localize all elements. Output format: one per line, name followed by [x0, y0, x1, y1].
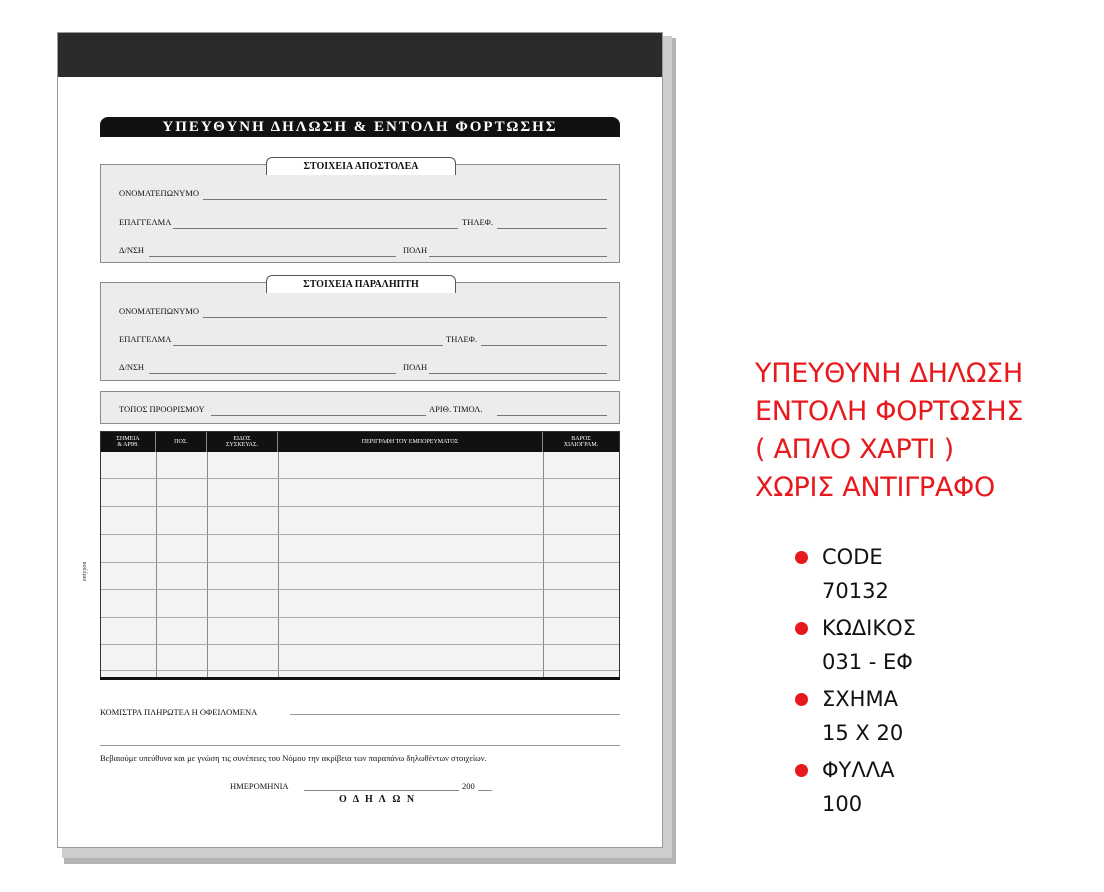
table-row[interactable] [101, 562, 619, 563]
recipient-phone-line[interactable] [481, 345, 607, 346]
recipient-address-line[interactable] [149, 373, 396, 374]
spec-value: 70132 [822, 579, 889, 603]
separator-line [100, 745, 620, 746]
table-row[interactable] [101, 589, 619, 590]
table-row[interactable] [101, 644, 619, 645]
product-specs [795, 540, 916, 824]
sender-heading: ΣΤΟΙΧΕΙΑ ΑΠΟΣΤΟΛΕΑ [266, 157, 456, 175]
sender-address-label: Δ/ΝΣΗ [119, 245, 145, 255]
spec-value: 100 [822, 792, 863, 816]
form-pad [57, 32, 663, 848]
year-line[interactable] [478, 790, 492, 791]
column-header-description: ΠΕΡΙΓΡΑΦΗ ΤΟΥ ΕΜΠΟΡΕΥΜΑΤΟΣ [278, 432, 543, 452]
bullet-icon [795, 551, 808, 564]
column-header-weight: ΒΑΡΟΣ ΧΙΛΙΟΓΡΑΜ. [563, 435, 599, 448]
product-title-line: ( ΑΠΛΟ ΧΑΡΤΙ ) [755, 434, 954, 465]
table-row[interactable] [101, 670, 619, 671]
recipient-phone-label: ΤΗΛΕΦ. [446, 334, 478, 344]
recipient-profession-line[interactable] [173, 345, 443, 346]
destination-invoice-label: ΑΡΙΘ. ΤΙΜΟΛ. [429, 404, 483, 414]
recipient-city-line[interactable] [429, 373, 607, 374]
sender-name-line[interactable] [203, 199, 607, 200]
spec-label: CODE [822, 545, 883, 569]
recipient-name-label: ΟΝΟΜΑΤΕΠΩΝΥΜΟ [119, 306, 199, 316]
bullet-icon [795, 693, 808, 706]
form-title: ΥΠΕΥΘΥΝΗ ΔΗΛΩΣΗ & ΕΝΤΟΛΗ ΦΟΡΤΩΣΗΣ [100, 117, 620, 137]
spec-label: ΦΥΛΛΑ [822, 758, 895, 782]
product-title-line: ΧΩΡΙΣ ΑΝΤΙΓΡΑΦΟ [755, 472, 995, 503]
product-title-line: ΕΝΤΟΛΗ ΦΟΡΤΩΣΗΣ [755, 396, 1024, 427]
destination-place-label: ΤΟΠΟΣ ΠΡΟΟΡΙΣΜΟΥ [119, 404, 205, 414]
recipient-address-label: Δ/ΝΣΗ [119, 362, 145, 372]
column-header-marks: ΣΗΜΕΙΑ & ΑΡΙΘ. [101, 432, 156, 452]
sender-name-label: ΟΝΟΜΑΤΕΠΩΝΥΜΟ [119, 188, 199, 198]
spec-value: 15 X 20 [822, 721, 904, 745]
brand-mark: entypon [82, 561, 88, 581]
bullet-icon [795, 622, 808, 635]
goods-table [100, 431, 620, 679]
recipient-profession-label: ΕΠΑΓΓΕΛΜΑ [119, 334, 172, 344]
sender-phone-label: ΤΗΛΕΦ. [462, 217, 494, 227]
sender-profession-line[interactable] [173, 228, 458, 229]
spec-size [795, 682, 916, 750]
year-prefix: 200 [462, 781, 475, 791]
spec-code [795, 540, 916, 608]
recipient-city-label: ΠΟΛΗ [403, 362, 428, 372]
goods-table-header [101, 432, 619, 452]
product-title [755, 355, 1023, 507]
spec-label: ΣΧΗΜΑ [822, 687, 898, 711]
sender-section [100, 161, 620, 263]
spec-sheets [795, 753, 916, 821]
declaration-text: Βεβαιούμε υπεύθυνα και με γνώση τις συνέπειες του Νόμου την ακρίβεια των παραπάνω δηλωθέντων στοιχείων. [100, 753, 487, 763]
spec-kodikos [795, 611, 916, 679]
destination-section [100, 391, 620, 424]
date-label: ΗΜΕΡΟΜΗΝΙΑ [230, 781, 289, 791]
recipient-section [100, 279, 620, 381]
pad-binding [58, 33, 662, 77]
table-row[interactable] [101, 617, 619, 618]
sender-city-label: ΠΟΛΗ [403, 245, 428, 255]
signature-label: Ο Δ Η Λ Ω Ν [339, 794, 417, 805]
recipient-name-line[interactable] [203, 317, 607, 318]
date-line[interactable] [304, 790, 459, 791]
bullet-icon [795, 764, 808, 777]
table-row[interactable] [101, 478, 619, 479]
sender-address-line[interactable] [149, 256, 396, 257]
sender-profession-label: ΕΠΑΓΓΕΛΜΑ [119, 217, 172, 227]
column-header-package-type: ΕΙΔΟΣ ΣΥΣΚΕΥΑΣ. [207, 432, 278, 452]
freight-label: ΚΟΜΙΣΤΡΑ ΠΛΗΡΩΤΕΑ Η ΟΦΕΙΛΟΜΕΝΑ [100, 707, 258, 717]
table-row[interactable] [101, 534, 619, 535]
table-row[interactable] [101, 506, 619, 507]
sender-city-line[interactable] [429, 256, 607, 257]
sender-phone-line[interactable] [497, 228, 607, 229]
recipient-heading: ΣΤΟΙΧΕΙΑ ΠΑΡΑΛΗΠΤΗ [266, 275, 456, 293]
column-header-quantity: ΠΟΣ. [156, 432, 207, 452]
freight-line[interactable] [290, 714, 620, 715]
destination-invoice-line[interactable] [497, 415, 607, 416]
table-bottom-rule [100, 677, 620, 680]
spec-value: 031 - ΕΦ [822, 650, 913, 674]
spec-label: ΚΩΔΙΚΟΣ [822, 616, 916, 640]
destination-place-line[interactable] [211, 415, 426, 416]
product-title-line: ΥΠΕΥΘΥΝΗ ΔΗΛΩΣΗ [755, 358, 1023, 389]
